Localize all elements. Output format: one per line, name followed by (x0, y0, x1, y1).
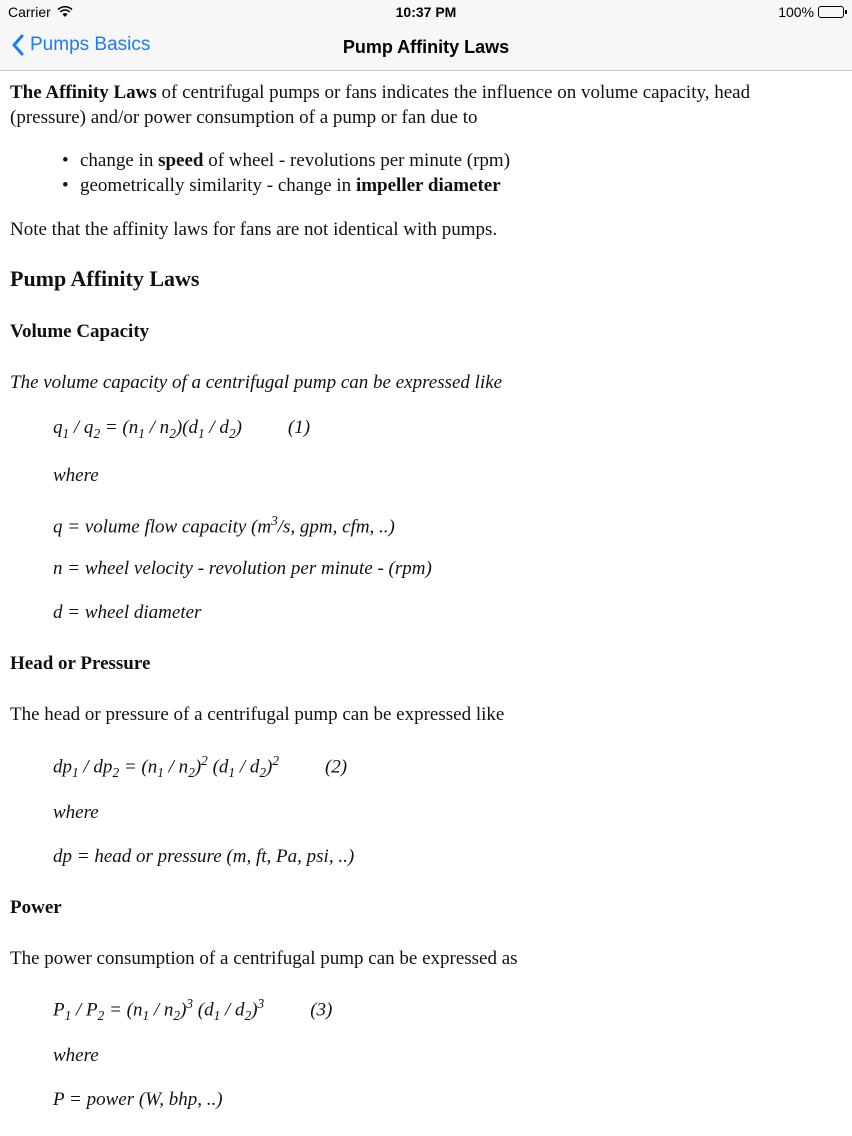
list-item: • change in speed of wheel - revolutions per minute (rpm) (62, 150, 511, 171)
intro-bold: The Affinity Laws (10, 82, 157, 103)
definition-d: d = wheel diameter (53, 602, 202, 623)
definition-dp: dp = head or pressure (m, ft, Pa, psi, ..) (53, 846, 355, 867)
status-bar (0, 0, 852, 24)
status-right (778, 4, 844, 20)
note-paragraph: Note that the affinity laws for fans are not identical with pumps. (10, 219, 498, 240)
definition-q: q = volume flow capacity ($m^3/s$, gpm, cfm, ..) (53, 513, 395, 538)
equation-1: $q_1 / q_2 = (n_1 / n_2)(d_1 / d_2)$ (1) (53, 417, 311, 441)
head-heading: Head or Pressure (10, 653, 151, 674)
battery-percent: 100% (778, 4, 814, 20)
where-label: where (53, 802, 99, 823)
intro-text: of centrifugal pumps or fans indicates the influence on volume capacity, head (pressure) and/or power consumption of a pump or fan due to (10, 82, 751, 128)
nav-title: Pump Affinity Laws (342, 37, 510, 57)
equation-3: $P_1 / P_2 = (n_1 / n_2)^3$ $(d_1 / d_2)^3$ (3) (53, 996, 333, 1024)
battery-icon (818, 6, 844, 18)
head-intro: The head or pressure of a centrifugal pump can be expressed like (10, 704, 505, 725)
back-button-label: Pumps Basics (30, 34, 151, 55)
status-time: 10:37 PM (395, 4, 457, 20)
power-heading: Power (10, 897, 62, 918)
equation-2: $dp_1 / dp_2 = (n_1 / n_2)^2$ $(d_1 / d_2)^2$ (2) (53, 753, 348, 781)
list-item: • geometrically similarity - change in impeller diameter (62, 175, 501, 196)
intro-paragraph (10, 81, 810, 130)
power-intro: The power consumption of a centrifugal pump can be expressed as (10, 948, 518, 969)
equation-number: (2) (324, 756, 348, 778)
where-label: where (53, 465, 99, 486)
carrier-label: Carrier (8, 4, 51, 20)
navigation-bar (0, 24, 852, 71)
equation-number: (1) (287, 417, 311, 438)
equation-number: (3) (310, 999, 333, 1021)
definition-p: P = power (W, bhp, ..) (53, 1089, 223, 1110)
where-label: where (53, 1045, 99, 1066)
volume-heading: Volume Capacity (10, 321, 150, 342)
section-title: Pump Affinity Laws (10, 266, 200, 291)
definition-n: n = wheel velocity - revolution per minute - (rpm) (53, 558, 432, 579)
volume-intro: The volume capacity of a centrifugal pump can be expressed like (10, 372, 503, 393)
